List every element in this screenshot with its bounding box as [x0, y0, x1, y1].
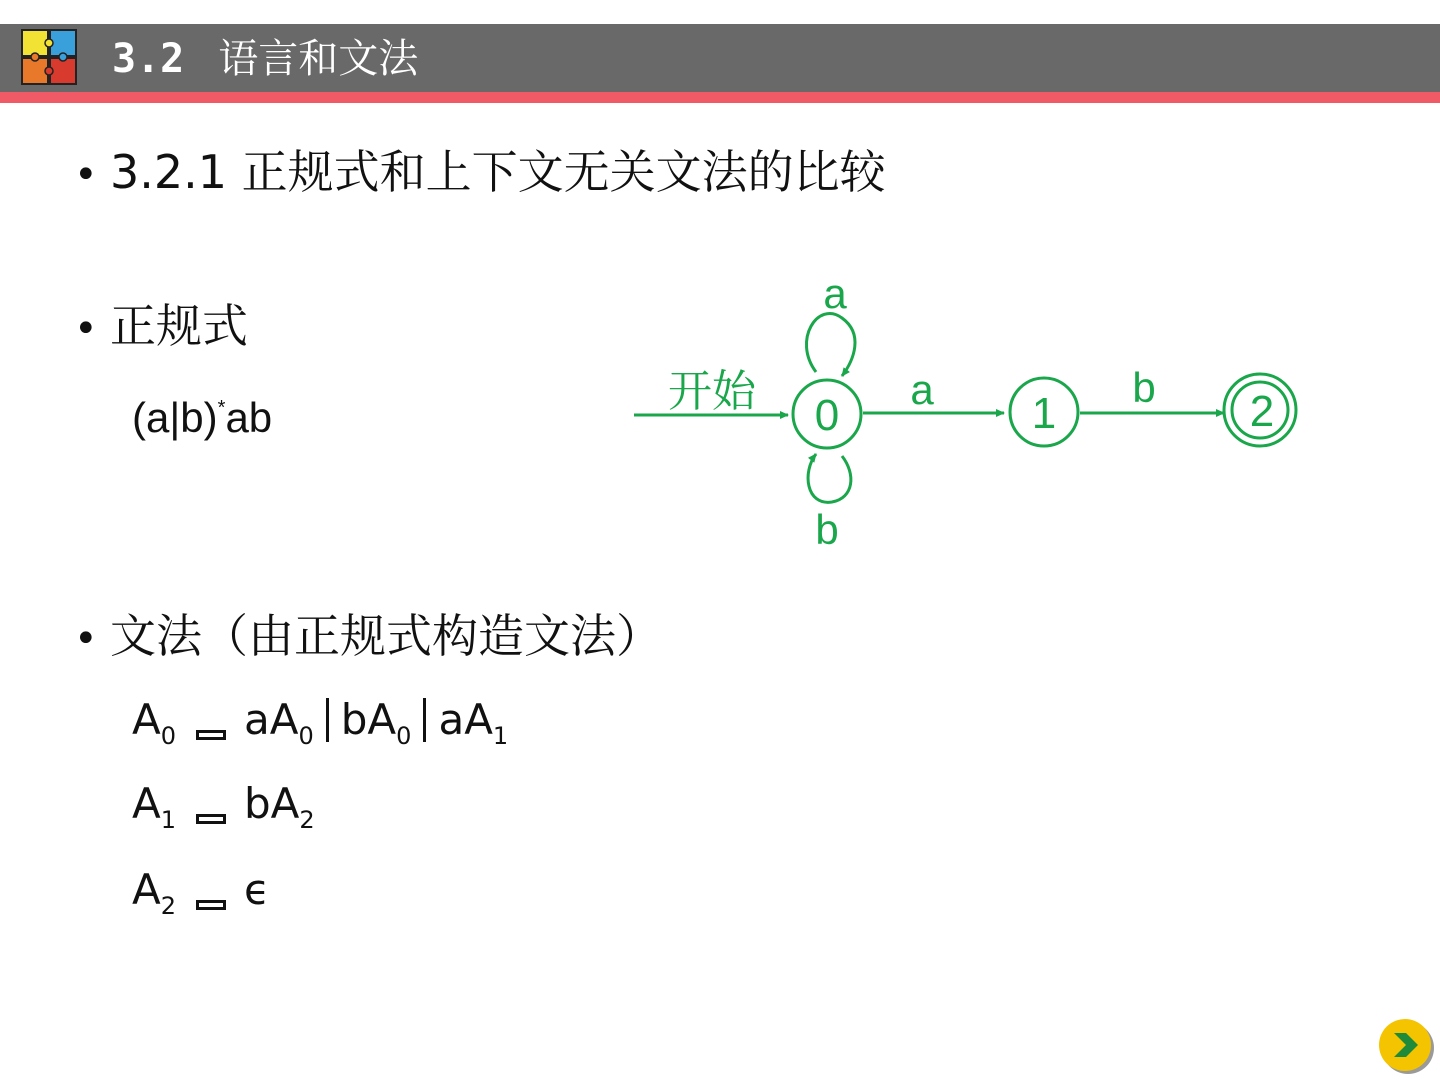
puzzle-logo-icon: [20, 28, 80, 88]
state-2-label: 2: [1249, 387, 1275, 436]
bullet-dot: •: [74, 616, 98, 662]
self-loop-a: [806, 314, 855, 376]
production-arrow-icon: [196, 814, 226, 824]
regex-part: b): [180, 394, 218, 441]
production-alternative: aA: [438, 695, 493, 744]
production-lhs: A: [132, 695, 161, 744]
bullet-grammar: [74, 608, 662, 667]
regex-part: (a: [132, 394, 170, 441]
production-subscript: 2: [299, 806, 315, 834]
bullet-label: 文法（由正规式构造文法）: [110, 609, 662, 663]
production-subscript: 0: [298, 722, 314, 750]
alternation-bar: [423, 698, 426, 742]
production-subscript: 0: [396, 722, 412, 750]
bullet-dot: •: [74, 152, 98, 198]
bullet-comparison: [74, 144, 886, 203]
self-loop-b: [808, 454, 851, 502]
production-lhs: A: [132, 865, 161, 914]
production-alternative: aA: [244, 695, 299, 744]
production-arrow-icon: [196, 730, 226, 740]
production-subscript: 1: [492, 722, 509, 750]
production-a2: [132, 862, 270, 934]
production-lhs-subscript: 2: [160, 892, 177, 920]
regex-alternation: |: [169, 394, 181, 441]
regex-kleene-star: *: [217, 397, 226, 419]
state-1-label: 1: [1031, 389, 1057, 438]
production-arrow-icon: [196, 900, 226, 910]
state-0-label: 0: [814, 391, 840, 440]
transition-label-1-2: b: [1132, 364, 1156, 411]
fsm-diagram: [620, 260, 1320, 560]
production-lhs: A: [132, 779, 161, 828]
production-a1: [132, 776, 315, 848]
regex-part: ab: [225, 394, 273, 441]
bullet-regular-expression: [74, 298, 248, 357]
transition-label-0-1: a: [910, 366, 934, 413]
production-lhs-subscript: 1: [160, 806, 177, 834]
bullet-label: 正规式: [110, 299, 248, 353]
transition-label-loop-a: a: [823, 270, 847, 317]
production-alternative: bA: [340, 695, 397, 744]
section-title: 语言和文法: [218, 36, 419, 82]
section-number: 3.2: [112, 36, 185, 82]
transition-label-loop-b: b: [815, 506, 839, 553]
slide-title: [112, 34, 418, 84]
bullet-label: 3.2.1 正规式和上下文无关文法的比较: [110, 145, 886, 199]
bullet-dot: •: [74, 306, 98, 352]
production-a0: [132, 692, 508, 764]
production-epsilon: ϵ: [244, 865, 270, 914]
alternation-bar: [326, 698, 329, 742]
start-label: 开始: [668, 367, 756, 416]
next-slide-button[interactable]: [1376, 1016, 1436, 1076]
production-alternative: bA: [244, 779, 300, 828]
regular-expression: [132, 380, 272, 446]
production-lhs-subscript: 0: [160, 722, 177, 750]
header-accent-stripe: [0, 92, 1440, 103]
